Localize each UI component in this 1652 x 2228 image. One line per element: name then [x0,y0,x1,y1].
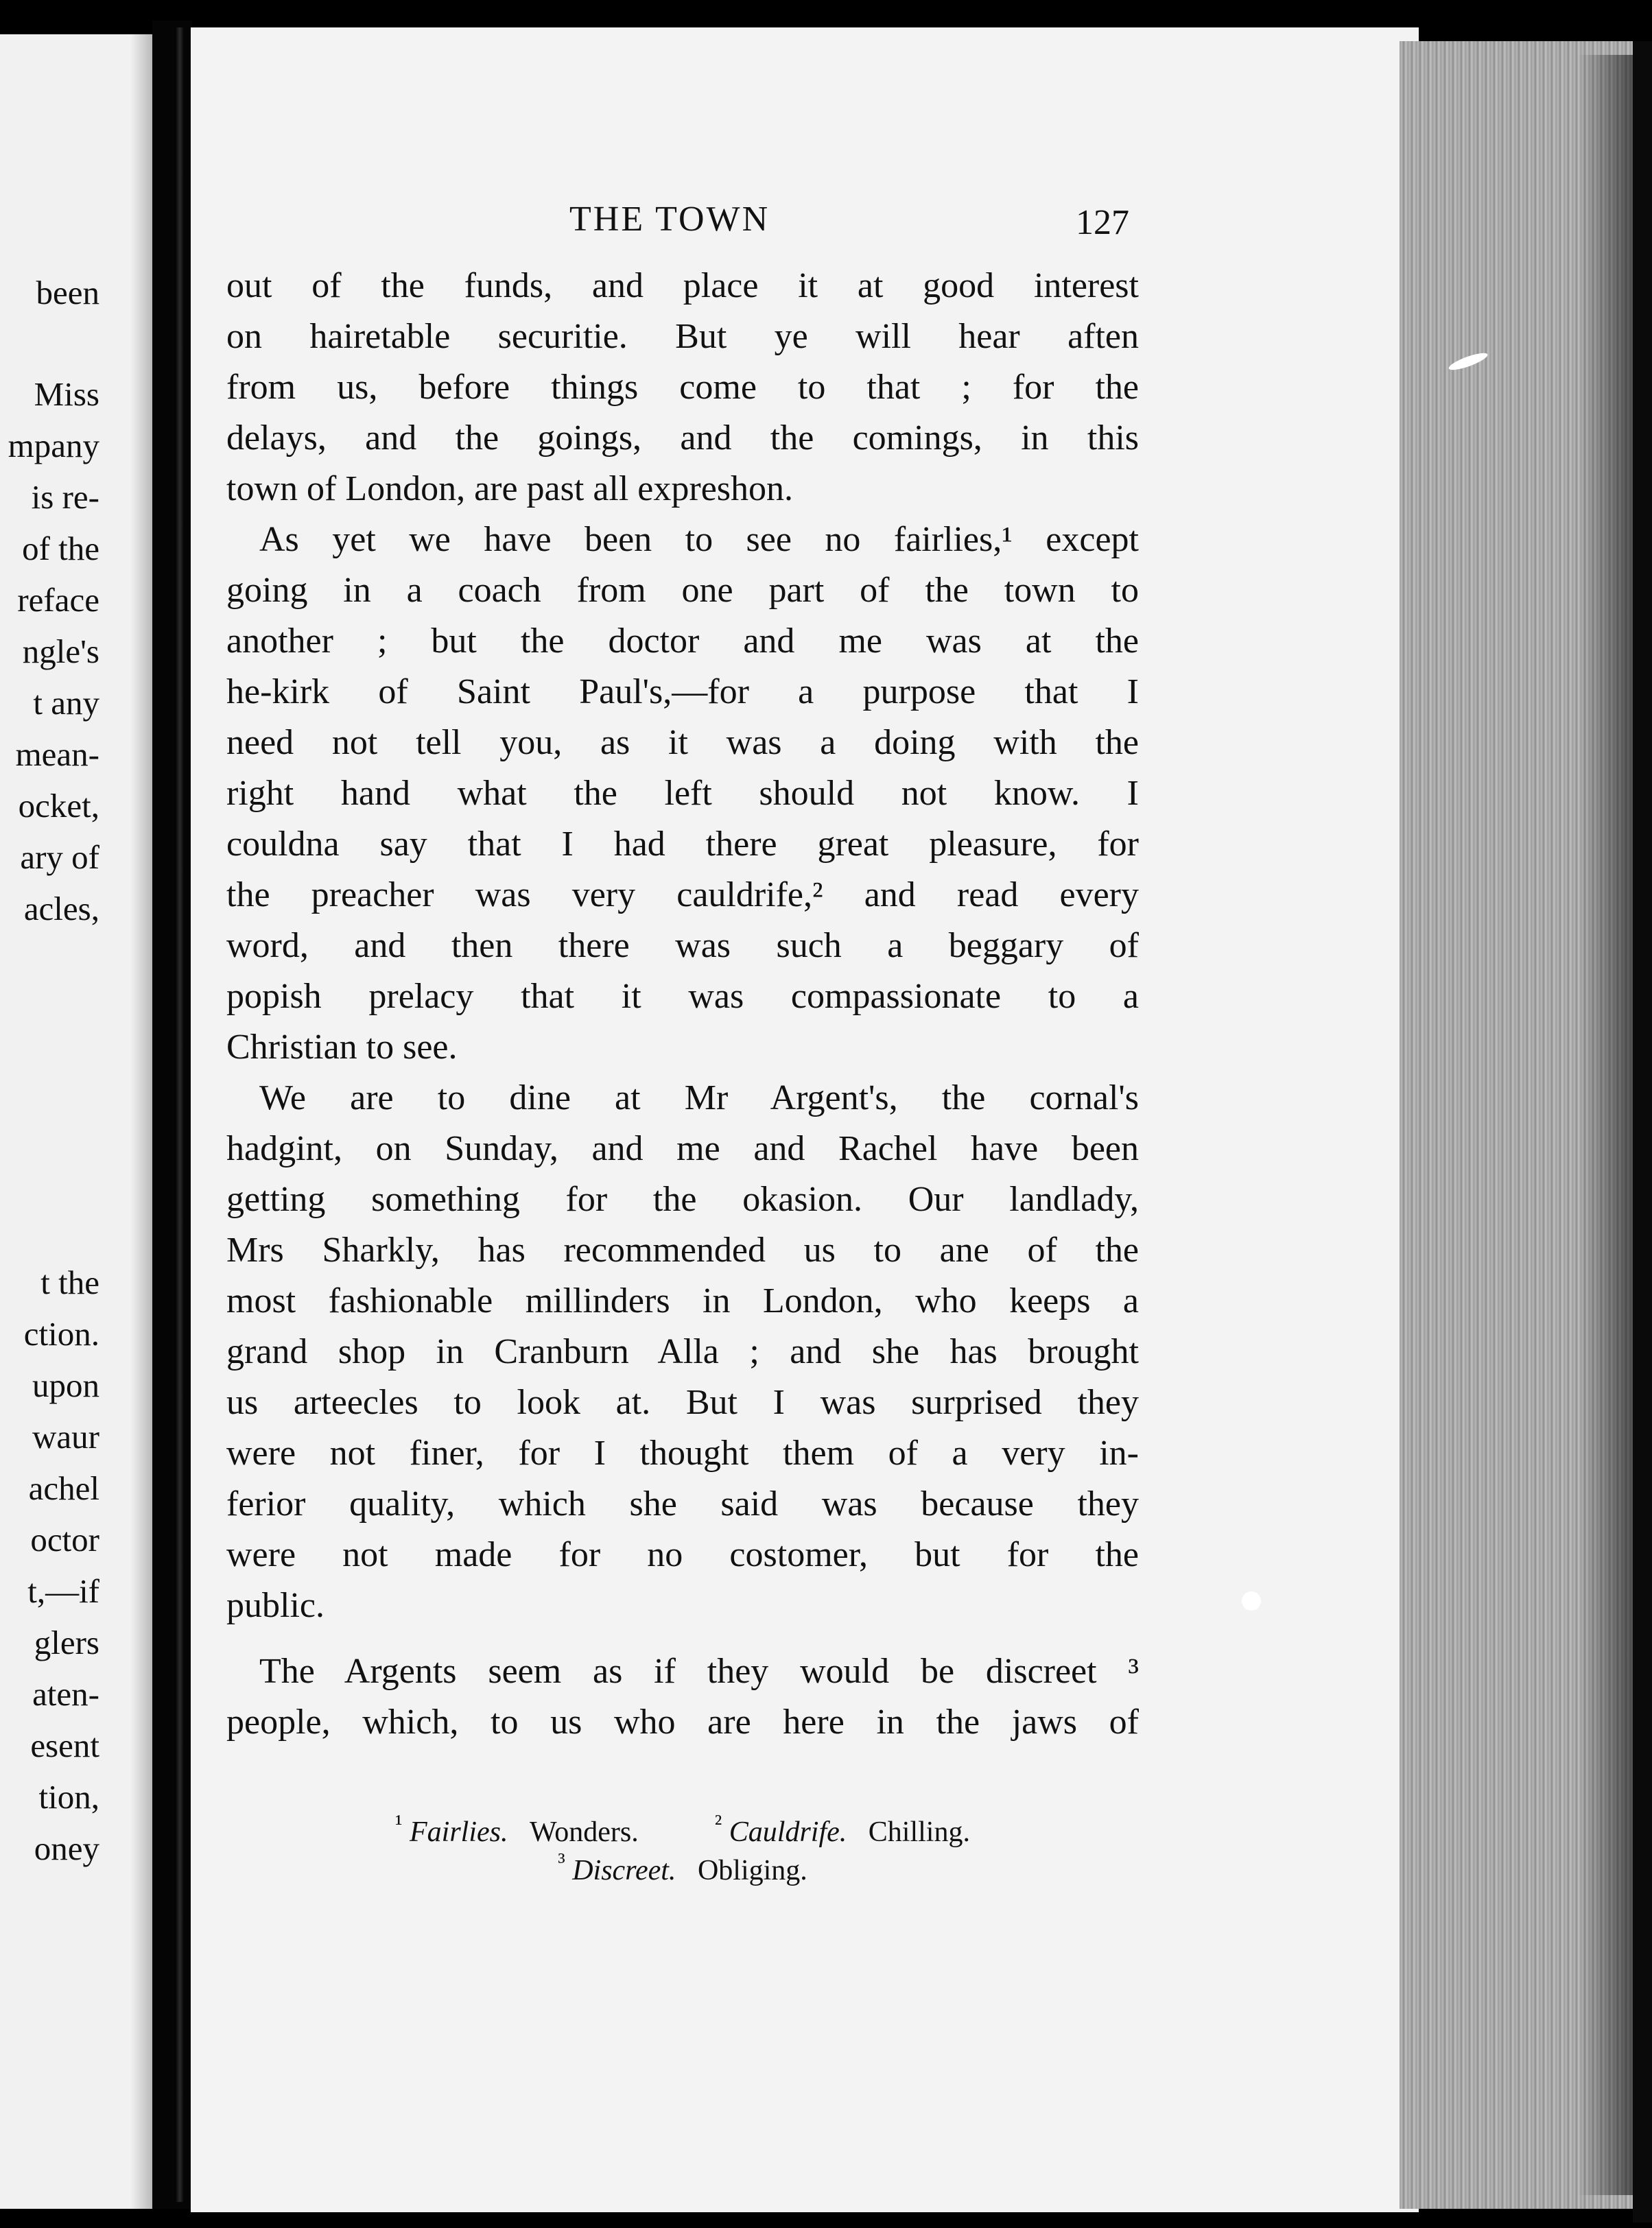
left-page-line: waur [32,1418,99,1456]
scan-artifact [1242,1591,1261,1611]
text-line: getting something for the okasion. Our landlady, [226,1180,1139,1219]
text-line: grand shop in Cranburn Alla ; and she has brought [226,1332,1139,1371]
book-spine [152,21,192,2209]
left-page-line: octor [30,1521,99,1559]
footnotes [226,1804,1139,1886]
footnote-definition: Chilling. [868,1816,970,1848]
left-page-line: reface [17,581,99,619]
text-line: another ; but the doctor and me was at the [226,621,1139,661]
footnote-term: Discreet. [572,1855,676,1886]
footnote-definition: Obliging. [697,1855,807,1886]
text-line: us arteecles to look at. But I was surprised they [226,1383,1139,1422]
text-line: word, and then there was such a beggary of [226,926,1139,965]
text-line: the preacher was very cauldrife,² and read every [226,875,1139,914]
left-page-line: t any [33,684,99,722]
text-line: from us, before things come to that ; for the [226,368,1139,407]
text-line: need not tell you, as it was a doing with the [226,723,1139,762]
footnote-marker: ³ [558,1848,565,1875]
footnote-marker: ² [714,1810,722,1836]
spine-highlight [175,27,185,2202]
left-page-line: t,—if [27,1572,99,1610]
gutter-shadow [130,34,154,2209]
footnote-term: Fairlies. [410,1816,508,1848]
left-page-line: ngle's [22,632,99,670]
left-page-line: tion, [38,1778,99,1816]
text-line: he-kirk of Saint Paul's,—for a purpose that I [226,672,1139,711]
text-line: going in a coach from one part of the town to [226,571,1139,610]
text-line: couldna say that I had there great pleasure, for [226,825,1139,864]
footnote-line [226,1804,1139,1848]
text-line: We are to dine at Mr Argent's, the cornal's [259,1078,1139,1117]
left-page-line: acles, [23,890,99,927]
left-page-line: glers [34,1624,99,1661]
left-page-line: esent [30,1727,99,1764]
cover-edge [1633,41,1652,2223]
text-line: popish prelacy that it was compassionate to a [226,977,1139,1016]
text-line: ferior quality, which she said was because they [226,1484,1139,1524]
left-page-line: upon [32,1366,99,1404]
text-line: The Argents seem as if they would be discreet ³ [259,1652,1139,1691]
left-page-line: achel [28,1469,99,1507]
footnote-marker: ¹ [395,1810,403,1836]
running-head: THE TOWN [569,200,770,239]
text-line: right hand what the left should not know. I [226,774,1139,813]
text-line: hadgint, on Sunday, and me and Rachel have been [226,1129,1139,1168]
left-page-line: ocket, [18,787,99,825]
text-line: most fashionable millinders in London, who keeps a [226,1281,1139,1320]
text-line: town of London, are past all expreshon. [226,469,794,508]
left-page-line: of the [22,530,99,567]
left-page-line: oney [34,1829,99,1867]
text-line: were not finer, for I thought them of a very in- [226,1434,1139,1473]
left-page-line: mpany [8,427,99,464]
left-page-line: is re- [31,478,99,516]
page-number: 127 [1076,203,1129,242]
body-text [226,261,1139,1748]
text-line: Mrs Sharkly, has recommended us to ane of the [226,1231,1139,1270]
left-page [0,34,154,2209]
footnote-definition: Wonders. [530,1816,639,1848]
footnote-term: Cauldrife. [729,1816,847,1848]
text-line: out of the funds, and place it at good interest [226,266,1139,305]
left-page-line: ary of [20,838,99,876]
footnote-line [226,1842,1139,1886]
page-edges-shadow [1578,55,1633,2195]
text-line: people, which, to us who are here in the jaws of [226,1703,1139,1742]
left-page-line: ction. [23,1315,99,1353]
text-line: Christian to see. [226,1028,458,1067]
text-line: public. [226,1586,324,1625]
text-line: delays, and the goings, and the comings, in this [226,418,1139,458]
text-line: As yet we have been to see no fairlies,¹ except [259,520,1139,559]
text-line: on hairetable securitie. But ye will hear aften [226,317,1139,356]
left-page-line: been [36,274,99,311]
left-page-line: t the [40,1264,99,1301]
left-page-line: aten- [32,1675,99,1713]
left-page-line: mean- [15,735,99,773]
paragraph-gap [226,1631,1139,1646]
text-line: were not made for no costomer, but for the [226,1535,1139,1574]
left-page-line: Miss [34,375,99,413]
